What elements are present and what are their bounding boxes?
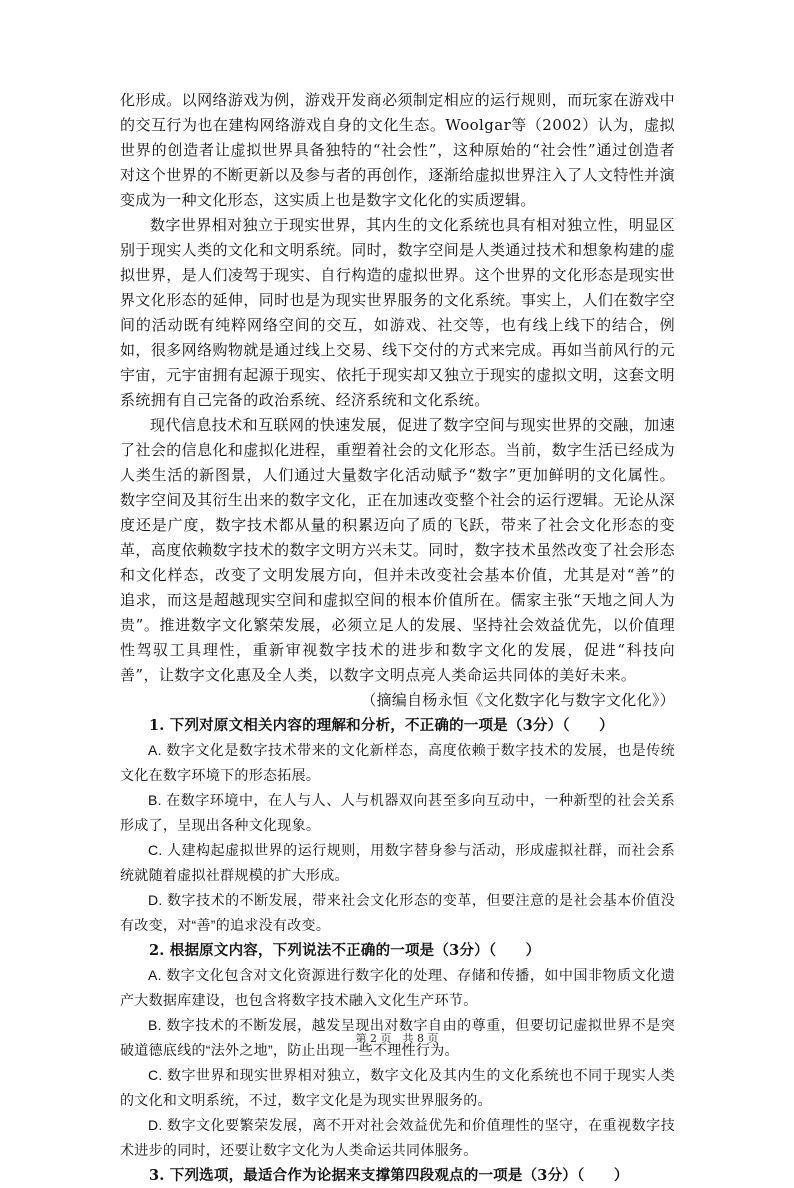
question-2 [120,938,675,1163]
paragraph-2: 数字世界相对独立于现实世界，其内生的文化系统也具有相对独立性，明显区别于现实人类的文化和文明系统。同时，数字空间是人类通过技术和想象构建的虚拟世界，是人们凌驾于现实、自行构造的虚拟世界。这个世界的文化形态是现实世界文化形态的延伸，同时也是为现实世界服务的文化系统。事实上，人们在数字空间的活动既有纯粹网络空间的交互，如游戏、社交等，也有线上线下的结合，例如，很多网络购物就是通过线上交易、线下交付的方式来完成。再如当前风行的元宇宙，元宇宙拥有起源于现实、依托于现实却又独立于现实的虚拟文明，这套文明系统拥有自己完备的政治系统、经济系统和文化系统。 [120,216,675,409]
option-c: C. 人建构起虚拟世界的运行规则，用数字替身参与活动，形成虚拟社群，而社会系统就随着虚拟社群规模的扩大形成。 [120,842,675,883]
question-1 [120,713,675,938]
option-d: D. 数字文化要繁荣发展，离不开对社会效益优先和价值理性的坚守，在重视数字技术进步的同时，还要让数字文化为人类命运共同体服务。 [120,1117,675,1158]
paragraph-1: 化形成。以网络游戏为例，游戏开发商必须制定相应的运行规则，而玩家在游戏中的交互行为也在建构网络游戏自身的文化生态。Woolgar等（2002）认为，虚拟世界的创造者让虚拟世界具备独特的“社会性”，这种原始的“社会性”通过创造者对这个世界的不断更新以及参与者的再创作，逐渐给虚拟世界注入了人文特性并演变成为一种文化形态，这实质上也是数字文化化的实质逻辑。 [120,91,675,209]
question-3 [120,1163,675,1188]
paragraph-3: 现代信息技术和互联网的快速发展，促进了数字空间与现实世界的交融，加速了社会的信息化和虚拟化进程，重塑着社会的文化形态。当前，数字生活已经成为人类生活的新图景，人们通过大量数字化活动赋予“数字”更加鲜明的文化属性。数字空间及其衍生出来的数字文化，正在加速改变整个社会的运行逻辑。无论从深度还是广度，数字技术都从量的积累迈向了质的飞跃，带来了社会文化形态的变革，高度依赖数字技术的数字文明方兴未艾。同时，数字技术虽然改变了社会形态和文化样态，改变了文明发展方向，但并未改变社会基本价值，尤其是对“善”的追求，而这是超越现实空间和虚拟空间的根本价值所在。儒家主张“天地之间人为贵”。推进数字文化繁荣发展，必须立足人的发展、坚持社会效益优先，以价值理性驾驭工具理性，重新审视数字技术的进步和数字文化的发展，促进“科技向善”，让数字文化惠及全人类，以数字文明点亮人类命运共同体的美好未来。 [120,416,675,684]
option-a: A. 数字文化是数字技术带来的文化新样态，高度依赖于数字技术的发展，也是传统文化在数字环境下的形态拓展。 [120,742,675,783]
option-b: B. 在数字环境中，在人与人、人与机器双向甚至多向互动中，一种新型的社会关系形成了，呈现出各种文化现象。 [120,792,675,833]
question-stem: 1. 下列对原文相关内容的理解和分析，不正确的一项是（3分）（ ） [149,717,614,734]
question-stem: 3. 下列选项，最适合作为论据来支撑第四段观点的一项是（3分）（ ） [149,1167,629,1184]
option-b: B. 数字技术的不断发展，越发呈现出对数字自由的尊重，但要切记虚拟世界不是突破道德底线的“法外之地”，防止出现一些不理性行为。 [120,1017,675,1058]
option-c: C. 数字世界和现实世界相对独立，数字文化及其内生的文化系统也不同于现实人类的文化和文明系统，不过，数字文化是为现实世界服务的。 [120,1067,675,1108]
option-a: A. 数字文化包含对文化资源进行数字化的处理、存储和传播，如中国非物质文化遗产大数据库建设，也包含将数字技术融入文化生产环节。 [120,967,675,1008]
document-body [120,88,675,1188]
source-citation: （摘编自杨永恒《文化数字化与数字文化化》） [361,691,675,709]
option-d: D. 数字技术的不断发展，带来社会文化形态的变革，但要注意的是社会基本价值没有改变，对“善”的追求没有改变。 [120,892,675,933]
page-footer: 第 2 页 共 8 页 [355,1032,439,1045]
question-stem: 2. 根据原文内容，下列说法不正确的一项是（3分）（ ） [149,942,541,959]
